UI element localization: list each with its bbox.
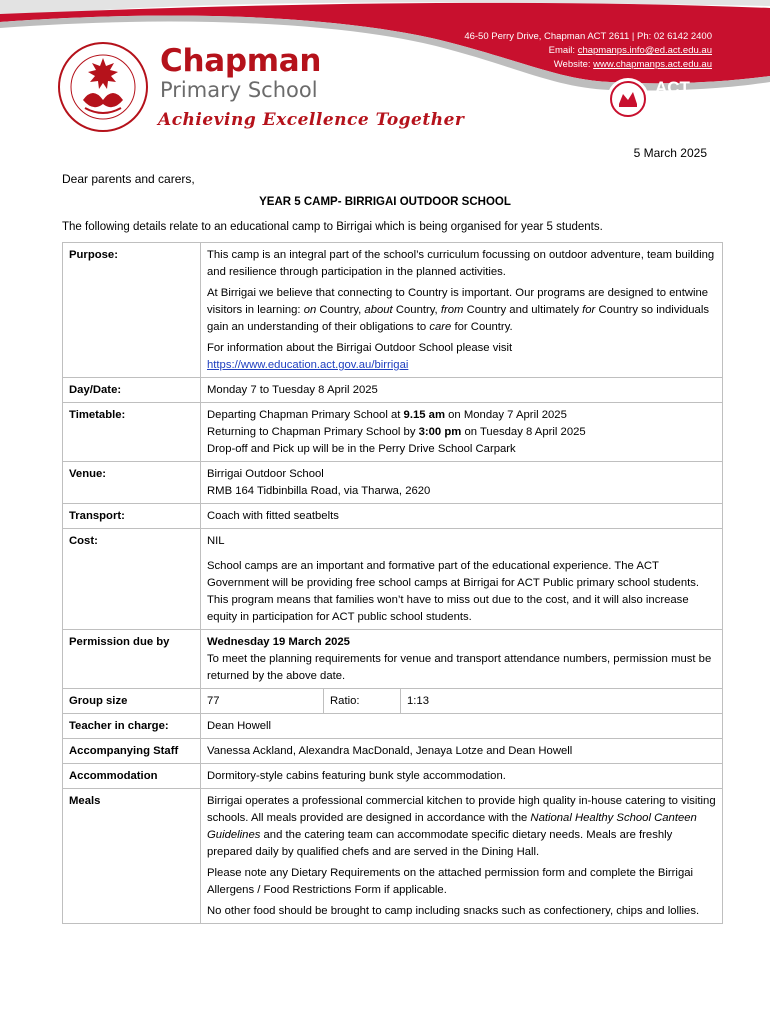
school-tagline: Achieving Excellence Together (158, 110, 465, 130)
letter-date: 5 March 2025 (633, 146, 707, 160)
school-crest-logo (55, 40, 155, 135)
table-row (63, 403, 723, 462)
website-link[interactable]: www.chapmanps.act.edu.au (593, 59, 712, 70)
table-row (63, 714, 723, 739)
meals-value: Birrigai operates a professional commercial kitchen to provide high quality in-house catering to visiting schools. All meals provided are designed in accordance with the National Healthy School Canteen Guidelines and the catering team can accommodate specific dietary needs. Meals are freshly prepared daily by qualified chefs and are served in the Dining Hall. Please note any Dietary Requirements on the attached permission form and complete the Birrigai Allergens / Food Restrictions Form if applicable. No other food should be brought to camp including snacks such as confectionery, chips and lollies. (201, 789, 723, 924)
permission-value: Wednesday 19 March 2025 To meet the planning requirements for venue and transport attendance numbers, permission must be returned by the above date. (201, 630, 723, 689)
camp-details-table (62, 242, 723, 924)
table-row (63, 378, 723, 403)
group-size-value (201, 689, 723, 714)
venue-label: Venue: (63, 462, 201, 504)
purpose-label: Purpose: (63, 243, 201, 378)
contact-block (464, 30, 712, 72)
group-size-label: Group size (63, 689, 201, 714)
staff-label: Accompanying Staff (63, 739, 201, 764)
permission-label: Permission due by (63, 630, 201, 689)
cost-label: Cost: (63, 529, 201, 630)
birrigai-link[interactable]: https://www.education.act.gov.au/birrigai (207, 359, 409, 371)
school-subtitle: Primary School (160, 78, 318, 102)
daydate-label: Day/Date: (63, 378, 201, 403)
act-logo-gov: Government (655, 97, 700, 106)
table-row (63, 764, 723, 789)
email-link[interactable]: chapmanps.info@ed.act.edu.au (577, 45, 712, 56)
ratio-value: 1:13 (401, 689, 723, 713)
letter-intro: The following details relate to an educational camp to Birrigai which is being organised for year 5 students. (62, 221, 603, 233)
teacher-label: Teacher in charge: (63, 714, 201, 739)
table-row (63, 462, 723, 504)
cost-value: NIL School camps are an important and formative part of the educational experience. The ACT Government will be providing free school camps at Birrigai for ACT Public primary school students. This program means that families won’t have to miss out due to the cost, and it will also increase equity in participation for ACT public school students. (201, 529, 723, 630)
accommodation-label: Accommodation (63, 764, 201, 789)
meals-label: Meals (63, 789, 201, 924)
purpose-info-paragraph: For information about the Birrigai Outdoor School please visit https://www.education.act.gov.au/birrigai (207, 342, 513, 371)
purpose-value (201, 243, 723, 378)
website-label: Website: (553, 59, 594, 70)
email-line (464, 44, 712, 58)
table-row (63, 789, 723, 924)
staff-value: Vanessa Ackland, Alexandra MacDonald, Jenaya Lotze and Dean Howell (201, 739, 723, 764)
ratio-label: Ratio: (324, 689, 401, 713)
teacher-value: Dean Howell (201, 714, 723, 739)
address-line: 46-50 Perry Drive, Chapman ACT 2611 | Ph: 02 6142 2400 (464, 31, 712, 42)
purpose-paragraph: This camp is an integral part of the school’s curriculum focussing on outdoor adventure, team building and resilience through participation in the planned activities. (207, 249, 715, 278)
daydate-value: Monday 7 to Tuesday 8 April 2025 (201, 378, 723, 403)
letter-greeting: Dear parents and carers, (62, 172, 195, 186)
letter-title: YEAR 5 CAMP- BIRRIGAI OUTDOOR SCHOOL (259, 196, 511, 208)
table-row (63, 243, 723, 378)
website-line (464, 58, 712, 72)
transport-value: Coach with fitted seatbelts (201, 504, 723, 529)
table-row (63, 689, 723, 714)
act-government-logo (605, 76, 715, 122)
table-row (63, 739, 723, 764)
table-row (63, 630, 723, 689)
act-logo-word: ACT (655, 78, 690, 97)
table-row (63, 504, 723, 529)
timetable-value: Departing Chapman Primary School at 9.15 am on Monday 7 April 2025 Returning to Chapman Primary School by 3:00 pm on Tuesday 8 April 2025 Drop-off and Pick up will be in the Perry Drive School Carpark (201, 403, 723, 462)
venue-value: Birrigai Outdoor School RMB 164 Tidbinbilla Road, via Tharwa, 2620 (201, 462, 723, 504)
school-wordmark (160, 44, 321, 102)
school-name: Chapman (160, 43, 322, 79)
transport-label: Transport: (63, 504, 201, 529)
timetable-label: Timetable: (63, 403, 201, 462)
group-size-number: 77 (207, 695, 220, 707)
act-logo-dept: Education (655, 111, 691, 120)
accommodation-value: Dormitory-style cabins featuring bunk style accommodation. (201, 764, 723, 789)
table-row (63, 529, 723, 630)
email-label: Email: (548, 45, 578, 56)
purpose-country-paragraph: At Birrigai we believe that connecting to Country is important. Our programs are designed to entwine visitors in learning: on Country, about Country, from Country and ultimately for Country so individuals gain an understanding of their obligations to care for Country. (207, 287, 709, 333)
